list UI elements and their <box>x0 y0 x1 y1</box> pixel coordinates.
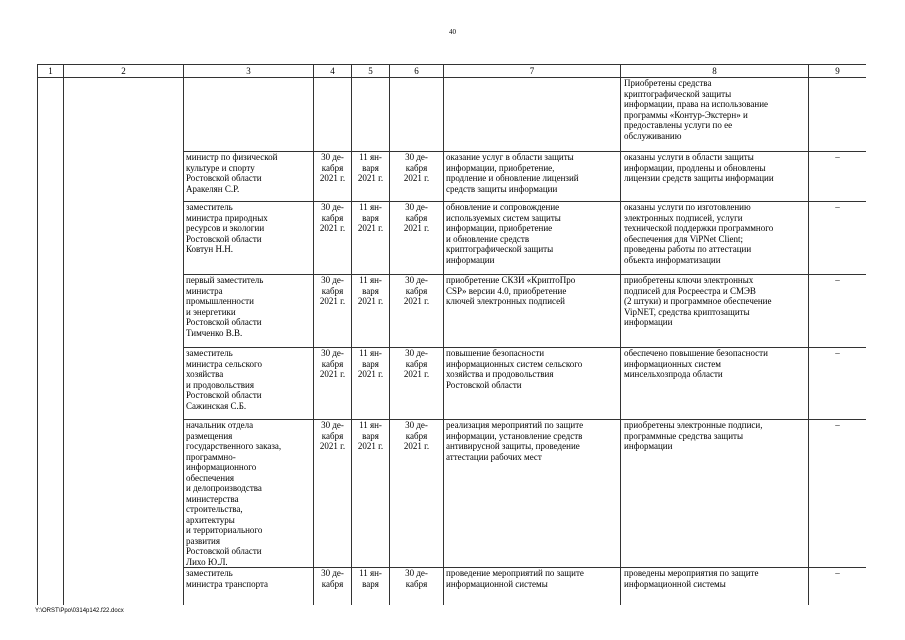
date-cell: 11 ян- варя 2021 г. <box>352 420 390 568</box>
date-cell: 30 де- кабря 2021 г. <box>314 152 352 202</box>
note-cell <box>809 78 867 152</box>
date-cell: 30 де- кабря 2021 г. <box>314 348 352 420</box>
responsible-cell: заместитель министра природных ресурсов и экологии Ростовской области Ковтун Н.Н. <box>184 202 314 275</box>
column-number: 3 <box>184 65 314 78</box>
date-cell: 30 де- кабря 2021 г. <box>314 202 352 275</box>
note-cell: – <box>809 420 867 568</box>
column-number: 6 <box>390 65 444 78</box>
date-cell: 11 ян- варя 2021 г. <box>352 152 390 202</box>
column-number: 8 <box>621 65 809 78</box>
responsible-cell: начальник отдела размещения государственного заказа, программно- информационного обеспечения и делопроизводства министерства строительства, архитектуры и территориального развития Ростовской области Лихо Ю.Л. <box>184 420 314 568</box>
date-cell <box>314 78 352 152</box>
results-cell: оказаны услуги по изготовлению электронных подписей, услуги технической поддержки программного обеспечения для ViPNet Client; проведены работы по аттестации объекта информатизации <box>621 202 809 275</box>
results-cell: проведены мероприятия по защите информационной системы <box>621 568 809 606</box>
planned-measures-cell: повышение безопасности информационных систем сельского хозяйства и продовольствия Ростовской области <box>444 348 621 420</box>
note-cell: – <box>809 152 867 202</box>
date-cell: 30 де- кабря 2021 г. <box>390 275 444 348</box>
column-number: 2 <box>64 65 184 78</box>
merged-cell-col1 <box>38 78 64 606</box>
responsible-cell: первый заместитель министра промышленности и энергетики Ростовской области Тимченко В.В. <box>184 275 314 348</box>
responsible-cell <box>184 78 314 152</box>
note-cell: – <box>809 348 867 420</box>
file-path-footer: Y:\ORST\Ppo\0314p142.f22.docx <box>35 608 124 614</box>
date-cell: 30 де- кабря 2021 г. <box>314 275 352 348</box>
table-row <box>38 78 867 152</box>
date-cell: 30 де- кабря 2021 г. <box>314 420 352 568</box>
planned-measures-cell <box>444 78 621 152</box>
results-cell: приобретены ключи электронных подписей для Росреестра и СМЭВ (2 штуки) и программное обеспечение VipNET, средства криптозащиты информации <box>621 275 809 348</box>
page-number: 40 <box>449 28 456 36</box>
results-cell: приобретены электронные подписи, программные средства защиты информации <box>621 420 809 568</box>
planned-measures-cell: реализация мероприятий по защите информации, установление средств антивирусной защиты, проведение аттестации рабочих мест <box>444 420 621 568</box>
results-cell: Приобретены средства криптографической защиты информации, права на использование программы «Контур-Экстерн» и предоставлены услуги по ее обслуживанию <box>621 78 809 152</box>
responsible-cell: заместитель министра сельского хозяйства и продовольствия Ростовской области Сажинская С.Б. <box>184 348 314 420</box>
date-cell: 30 де- кабря <box>390 568 444 606</box>
date-cell: 30 де- кабря 2021 г. <box>390 152 444 202</box>
planned-measures-cell: оказание услуг в области защиты информации, приобретение, продление и обновление лицензий средств защиты информации <box>444 152 621 202</box>
responsible-cell: заместитель министра транспорта <box>184 568 314 606</box>
results-cell: оказаны услуги в области защиты информации, продлены и обновлены лицензии средств защиты информации <box>621 152 809 202</box>
note-cell: – <box>809 568 867 606</box>
merged-cell-col2 <box>64 78 184 606</box>
column-number: 1 <box>38 65 64 78</box>
date-cell: 11 ян- варя <box>352 568 390 606</box>
date-cell: 30 де- кабря 2021 г. <box>390 348 444 420</box>
column-number: 4 <box>314 65 352 78</box>
column-number: 7 <box>444 65 621 78</box>
date-cell: 11 ян- варя 2021 г. <box>352 202 390 275</box>
planned-measures-cell: приобретение СКЗИ «КриптоПро CSP» версии 4.0, приобретение ключей электронных подписей <box>444 275 621 348</box>
document-table <box>37 64 866 605</box>
date-cell <box>390 78 444 152</box>
planned-measures-cell: обновление и сопровождение используемых систем защиты информации, приобретение и обновление средств криптографической защиты информации <box>444 202 621 275</box>
column-number: 5 <box>352 65 390 78</box>
date-cell: 30 де- кабря 2021 г. <box>390 202 444 275</box>
planned-measures-cell: проведение мероприятий по защите информационной системы <box>444 568 621 606</box>
results-cell: обеспечено повышение безопасности информационных систем минсельхозпрода области <box>621 348 809 420</box>
responsible-cell: министр по физической культуре и спорту Ростовской области Аракелян С.Р. <box>184 152 314 202</box>
note-cell: – <box>809 275 867 348</box>
date-cell <box>352 78 390 152</box>
column-number-row <box>38 65 867 78</box>
date-cell: 11 ян- варя 2021 г. <box>352 348 390 420</box>
date-cell: 11 ян- варя 2021 г. <box>352 275 390 348</box>
date-cell: 30 де- кабря 2021 г. <box>390 420 444 568</box>
note-cell: – <box>809 202 867 275</box>
document-table-container <box>37 64 866 605</box>
column-number: 9 <box>809 65 867 78</box>
date-cell: 30 де- кабря <box>314 568 352 606</box>
